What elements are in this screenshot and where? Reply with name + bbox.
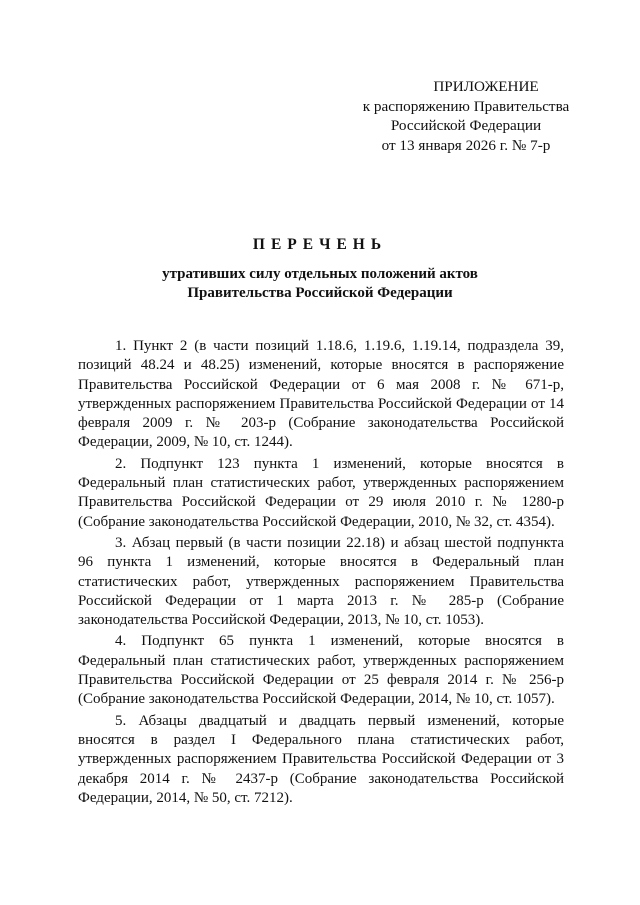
list-item-4: 4. Подпункт 65 пункта 1 изменений, которые вносятся в Федеральный план статистических работ, утвержденных распоряжением Правительства Российской Федерации от 25 февраля 2014 г. № 256-р (Собрание законодательства Российской Федерации, 2014, № 10, ст. 1057). [78, 633, 564, 708]
appendix-line-date: от 13 января 2026 г. № 7-р [381, 136, 551, 154]
list-item-3: 3. Абзац первый (в части позиции 22.18) и абзац шестой подпункта 96 пункта 1 изменений, которые вносятся в Федеральный план статистических работ, утвержденных распоряжением Правительства Российской Федерации от 1 марта 2013 г. № 285-р (Собрание законодательства Российской Федерации, 2013, № 10, ст. 1053). [78, 534, 564, 629]
appendix-line-order: к распоряжению Правительства [362, 97, 570, 115]
document-title: ПЕРЕЧЕНЬ [252, 236, 388, 253]
appendix-line-government: Российской Федерации [390, 117, 542, 134]
list-item-5: 5. Абзацы двадцатый и двадцать первый изменений, которые вносятся в раздел I Федерального плана статистических работ, утвержденных распоряжением Правительства Российской Федерации от 3 декабря 2014 г. № 2437-р (Собрание законодательства Российской Федерации, 2014, № 50, ст. 7212). [78, 712, 564, 806]
list-item-1: 1. Пункт 2 (в части позиций 1.18.6, 1.19.6, 1.19.14, подраздела 39, позиций 48.24 и 48.25) изменений, которые вносятся в распоряжение Правительства Российской Федерации от 6 мая 2008 г. № 671-р, утвержденных распоряжением Правительства Российской Федерации от 14 февраля 2009 г. № 203-р (Собрание законодательства Российской Федерации, 2009, № 10, ст. 1244). [78, 338, 564, 451]
subtitle-line-1: утративших силу отдельных положений актов [162, 266, 478, 282]
list-item-2: 2. Подпункт 123 пункта 1 изменений, которые вносятся в Федеральный план статистических работ, утвержденных распоряжением Правительства Российской Федерации от 29 июля 2010 г. № 1280-р (Собрание законодательства Российской Федерации, 2010, № 32, ст. 4354). [78, 455, 564, 530]
appendix-heading: ПРИЛОЖЕНИЕ [433, 78, 539, 95]
document-body [78, 337, 564, 810]
subtitle-line-2: Правительства Российской Федерации [187, 285, 453, 301]
appendix-block [330, 77, 602, 155]
document-subtitle [0, 265, 640, 303]
